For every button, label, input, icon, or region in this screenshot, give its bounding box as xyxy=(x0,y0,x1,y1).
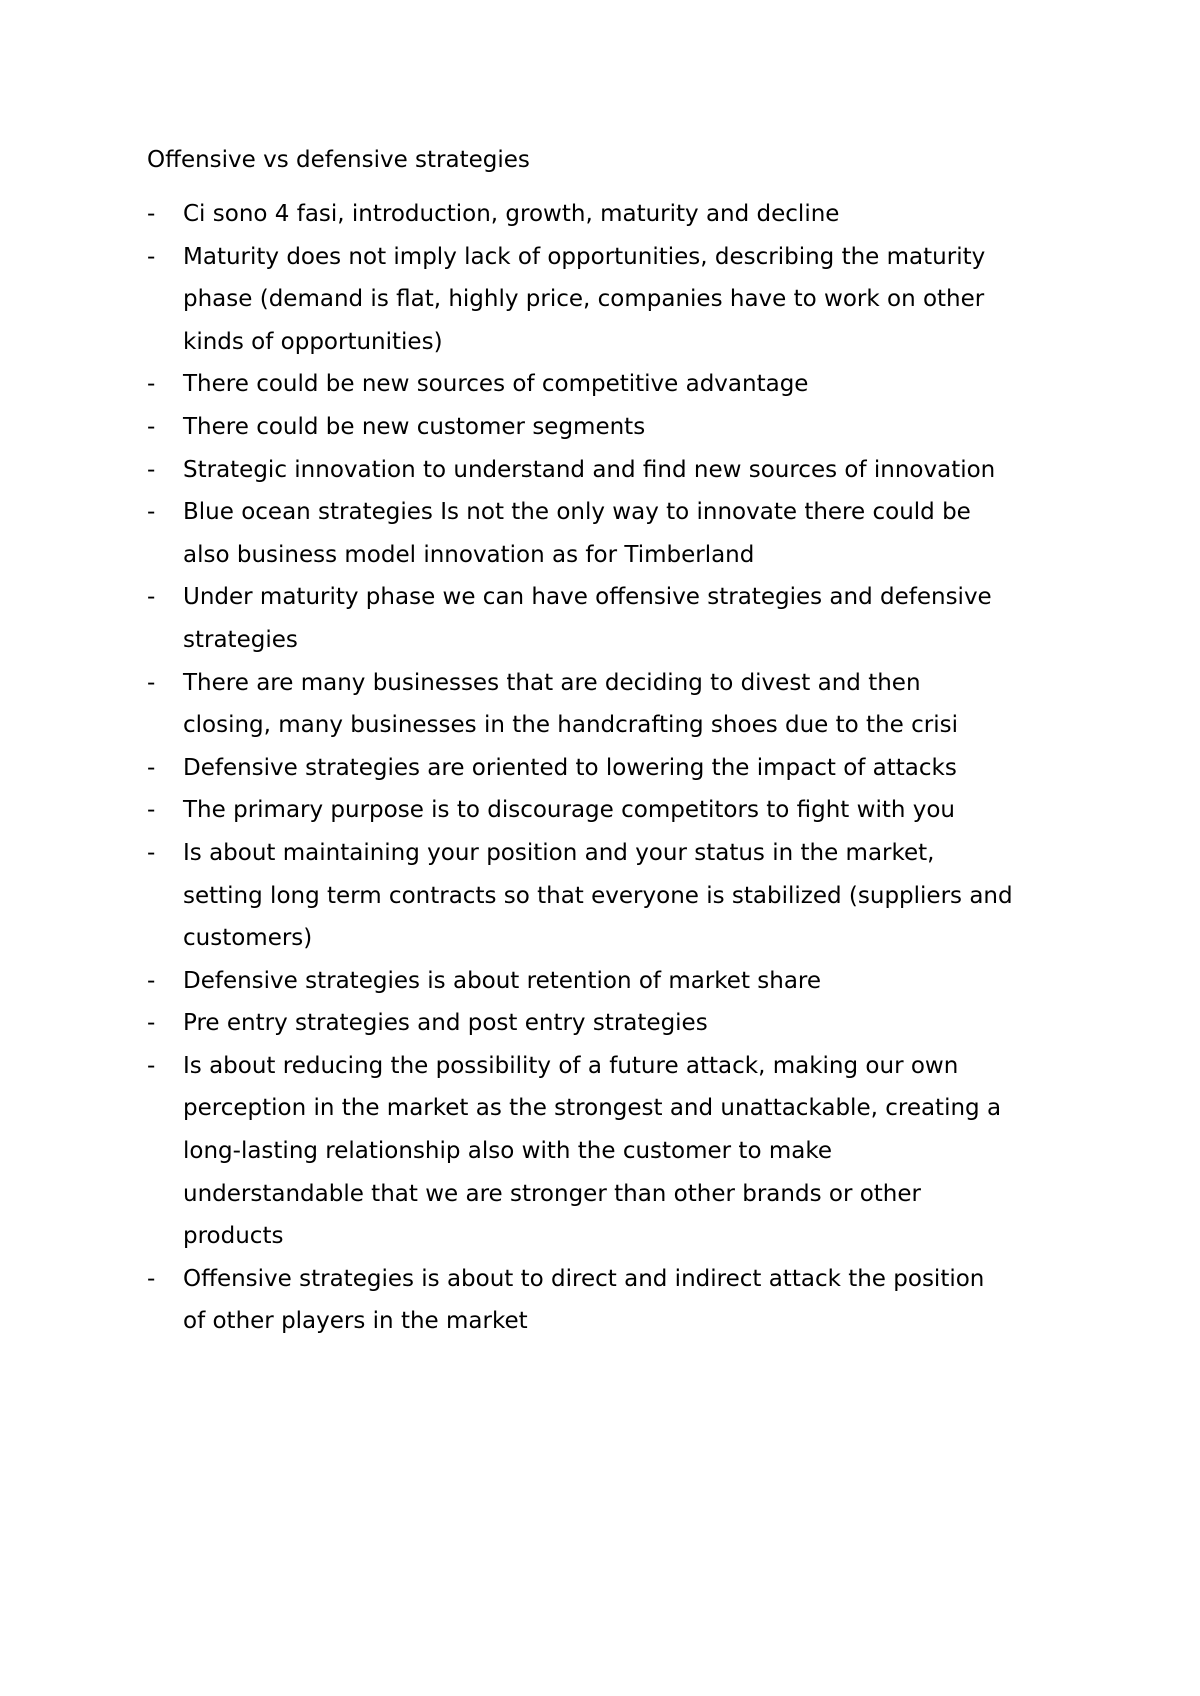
bullet-list xyxy=(147,193,1077,1343)
list-item-text-line: perception in the market as the strongest and unattackable, creating a xyxy=(183,1095,1002,1122)
bullet-dash-icon: - xyxy=(147,499,156,526)
list-item xyxy=(147,1258,1077,1343)
list-item-text-line: There are many businesses that are deciding to divest and then xyxy=(183,669,921,696)
list-item-text-line: Pre entry strategies and post entry strategies xyxy=(183,1010,708,1037)
bullet-dash-icon: - xyxy=(147,413,156,440)
list-item xyxy=(147,576,1077,661)
list-item-text-line: strategies xyxy=(183,626,298,653)
list-item-text-line: Is about maintaining your position and your status in the market, xyxy=(183,839,935,866)
list-item-text-line: Defensive strategies are oriented to lowering the impact of attacks xyxy=(183,754,957,781)
list-item-text-line: Ci sono 4 fasi, introduction, growth, maturity and decline xyxy=(183,201,840,227)
bullet-dash-icon: - xyxy=(147,584,156,611)
bullet-dash-icon: - xyxy=(147,839,156,866)
list-item-text-line: There could be new sources of competitive advantage xyxy=(183,371,809,398)
list-item-text-line: Under maturity phase we can have offensive strategies and defensive xyxy=(183,584,992,611)
list-item-text-line: Strategic innovation to understand and find new sources of innovation xyxy=(183,456,996,483)
list-item-text-line: understandable that we are stronger than other brands or other xyxy=(183,1180,921,1207)
bullet-dash-icon: - xyxy=(147,243,156,270)
list-item xyxy=(147,1002,1077,1045)
list-item-text-line: phase (demand is flat, highly price, companies have to work on other xyxy=(183,286,985,313)
list-item xyxy=(147,662,1077,747)
list-item-text-line: There could be new customer segments xyxy=(183,413,646,440)
list-item-text-line: The primary purpose is to discourage competitors to fight with you xyxy=(183,797,956,824)
list-item xyxy=(147,1045,1077,1258)
list-item-text-line: of other players in the market xyxy=(183,1308,528,1335)
bullet-dash-icon: - xyxy=(147,967,156,994)
list-item xyxy=(147,960,1077,1003)
list-item-text-line: also business model innovation as for Timberland xyxy=(183,541,755,568)
list-item-text-line: Maturity does not imply lack of opportunities, describing the maturity xyxy=(183,243,986,270)
list-item-text-line: products xyxy=(183,1223,284,1250)
list-item xyxy=(147,747,1077,790)
list-item xyxy=(147,406,1077,449)
bullet-dash-icon: - xyxy=(147,754,156,781)
bullet-dash-icon: - xyxy=(147,371,156,398)
list-item-text-line: Offensive strategies is about to direct and indirect attack the position xyxy=(183,1265,985,1292)
list-item xyxy=(147,193,1077,236)
bullet-dash-icon: - xyxy=(147,456,156,483)
bullet-dash-icon: - xyxy=(147,1010,156,1037)
list-item xyxy=(147,491,1077,576)
list-item-text-line: setting long term contracts so that everyone is stabilized (suppliers and xyxy=(183,882,1013,909)
list-item-text-line: Defensive strategies is about retention of market share xyxy=(183,967,822,994)
list-item xyxy=(147,449,1077,492)
list-item-text-line: kinds of opportunities) xyxy=(183,328,443,355)
list-item xyxy=(147,789,1077,832)
list-item-text-line: long-lasting relationship also with the customer to make xyxy=(183,1138,832,1165)
list-item xyxy=(147,236,1077,364)
list-item-text-line: Is about reducing the possibility of a future attack, making our own xyxy=(183,1052,959,1079)
bullet-dash-icon: - xyxy=(147,797,156,824)
document-title: Offensive vs defensive strategies xyxy=(147,147,530,173)
list-item xyxy=(147,363,1077,406)
bullet-dash-icon: - xyxy=(147,201,156,227)
bullet-dash-icon: - xyxy=(147,1265,156,1292)
bullet-dash-icon: - xyxy=(147,669,156,696)
list-item-text-line: closing, many businesses in the handcrafting shoes due to the crisi xyxy=(183,712,958,739)
list-item xyxy=(147,832,1077,960)
bullet-dash-icon: - xyxy=(147,1052,156,1079)
list-item-text-line: customers) xyxy=(183,925,313,952)
list-item-text-line: Blue ocean strategies Is not the only way to innovate there could be xyxy=(183,499,971,526)
